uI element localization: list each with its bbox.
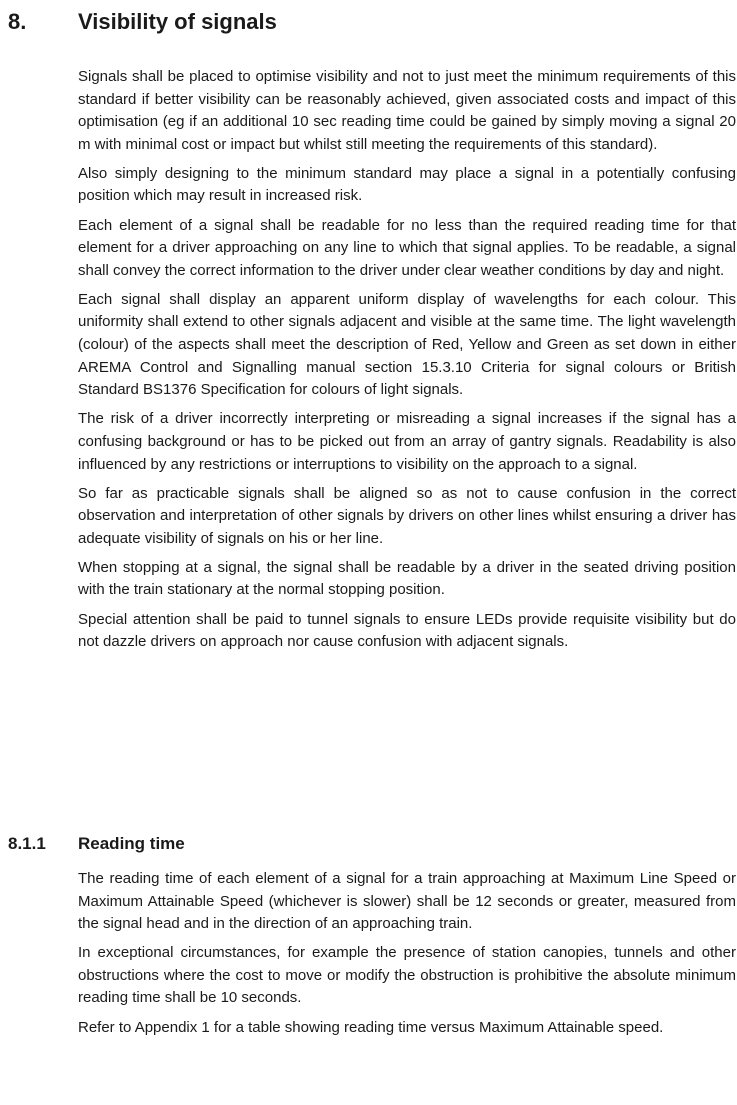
subsection-heading — [8, 832, 185, 856]
subsection-number: 8.1.1 — [8, 834, 46, 853]
paragraph: The risk of a driver incorrectly interpreting or misreading a signal increases if the signal has a confusing background or has to be picked out from an array of gantry signals. Readability is also influenced by any restrictions or interruptions to visibility on the approach to a signal. — [78, 410, 736, 473]
paragraph: The reading time of each element of a signal for a train approaching at Maximum Line Speed or Maximum Attainable Speed (whichever is slower) shall be 12 seconds or greater, measured from the signal head and in the direction of an approaching train. — [78, 870, 736, 933]
section-title: Visibility of signals — [78, 9, 277, 34]
paragraph: In exceptional circumstances, for example the presence of station canopies, tunnels and other obstructions where the cost to move or modify the obstruction is prohibitive the absolute minimum reading time shall be 10 seconds. — [78, 944, 736, 1007]
paragraph: Each element of a signal shall be readable for no less than the required reading time for that element for a driver approaching on any line to which that signal applies. To be readable, a signal shall convey the correct information to the driver under clear weather conditions by day and night. — [78, 216, 736, 279]
paragraph: Each signal shall display an apparent uniform display of wavelengths for each colour. This uniformity shall extend to other signals adjacent and visible at the same time. The light wavelength (colour) of the aspects shall meet the description of Red, Yellow and Green as set down in either AREMA Control and Signalling manual section 15.3.10 Criteria for signal colours or British Standard BS1376 Specification for colours of light signals. — [78, 290, 736, 399]
paragraph: Special attention shall be paid to tunnel signals to ensure LEDs provide requisite visibility but do not dazzle drivers on approach nor cause confusion with adjacent signals. — [78, 610, 736, 651]
paragraph: Signals shall be placed to optimise visibility and not to just meet the minimum requirements of this standard if better visibility can be reasonably achieved, given associated costs and impact of this optimisation (eg if an additional 10 sec reading time could be gained by simply moving a signal 20 m with minimal cost or impact but whilst still meeting the requirements of this standard). — [78, 68, 736, 153]
subsection-body — [78, 868, 736, 1046]
section-number: 8. — [8, 9, 27, 34]
paragraph: When stopping at a signal, the signal shall be readable by a driver in the seated driving position with the train stationary at the normal stopping position. — [78, 558, 736, 599]
subsection-title: Reading time — [78, 834, 185, 853]
paragraph: So far as practicable signals shall be aligned so as not to cause confusion in the correct observation and interpretation of other signals by drivers on other lines whilst ensuring a driver has adequate visibility of signals on his or her line. — [78, 484, 736, 547]
paragraph: Refer to Appendix 1 for a table showing reading time versus Maximum Attainable speed. — [78, 1018, 664, 1036]
section-body — [78, 66, 736, 660]
section-heading — [8, 8, 277, 36]
paragraph: Also simply designing to the minimum standard may place a signal in a potentially confusing position which may result in increased risk. — [78, 164, 736, 205]
